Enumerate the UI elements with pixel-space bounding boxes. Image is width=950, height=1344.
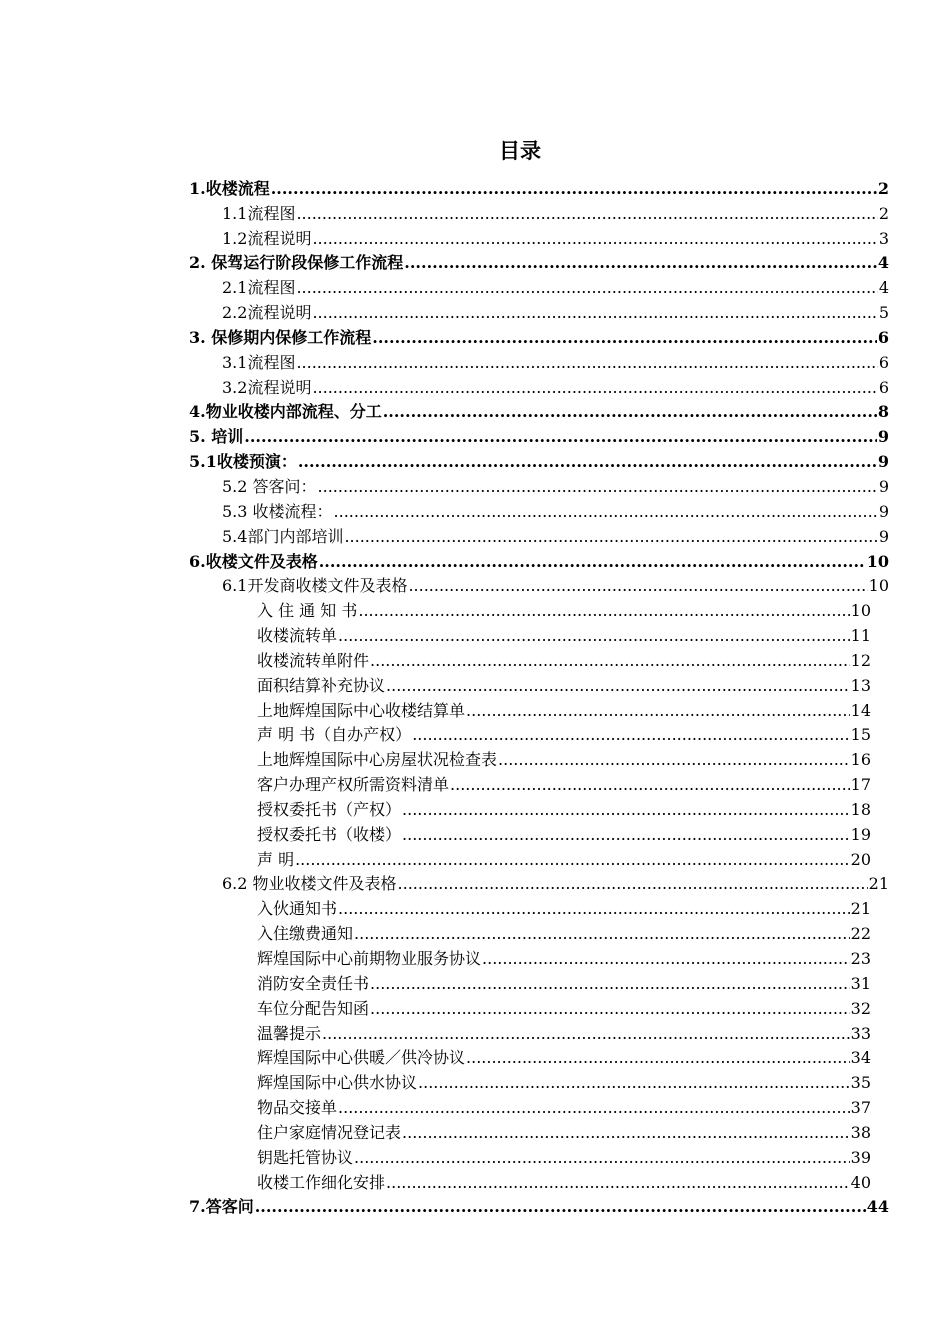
toc-entry-page-number: 16	[850, 750, 871, 770]
toc-entry-label: 上地辉煌国际中心收楼结算单	[257, 700, 466, 720]
toc-entry-label: 辉煌国际中心供暖／供冷协议	[257, 1048, 466, 1068]
toc-entry-label: 声 明	[257, 849, 295, 869]
toc-entry-page-number: 44	[866, 1197, 889, 1217]
toc-entry[interactable]	[189, 472, 889, 497]
toc-entry[interactable]	[189, 273, 889, 298]
toc-dot-leader	[244, 427, 877, 447]
toc-entry-page-number: 12	[850, 650, 871, 670]
toc-dot-leader	[398, 874, 868, 894]
toc-entry-page-number: 9	[878, 476, 889, 496]
toc-entry[interactable]	[189, 919, 889, 944]
toc-dot-leader	[498, 750, 850, 770]
toc-entry-page-number: 8	[877, 402, 889, 422]
toc-dot-leader	[404, 253, 877, 273]
toc-entry-page-number: 9	[877, 427, 889, 447]
toc-entry[interactable]	[189, 348, 889, 373]
toc-entry-page-number: 17	[850, 775, 871, 795]
toc-dot-leader	[312, 378, 877, 398]
toc-entry-label: 5.3 收楼流程：	[222, 501, 333, 521]
toc-entry[interactable]	[189, 870, 889, 895]
toc-dot-leader	[344, 527, 877, 547]
toc-dot-leader	[386, 1173, 850, 1193]
toc-entry[interactable]	[189, 298, 889, 323]
toc-entry[interactable]	[189, 1118, 889, 1143]
toc-dot-leader	[402, 825, 850, 845]
toc-dot-leader	[408, 576, 867, 596]
toc-dot-leader	[318, 477, 878, 497]
toc-dot-leader	[402, 1123, 850, 1143]
toc-entry-page-number: 38	[850, 1122, 871, 1142]
toc-dot-leader	[296, 278, 877, 298]
toc-entry[interactable]	[189, 770, 889, 795]
toc-entry-label: 2.2流程说明	[222, 303, 312, 323]
toc-dot-leader	[296, 204, 877, 224]
toc-entry[interactable]	[189, 696, 889, 721]
toc-entry-page-number: 10	[868, 576, 889, 596]
toc-entry-page-number: 20	[850, 849, 871, 869]
toc-entry-label: 2. 保驾运行阶段保修工作流程	[189, 253, 404, 273]
toc-entry-page-number: 11	[850, 626, 871, 646]
toc-entry-label: 消防安全责任书	[257, 973, 370, 993]
toc-entry-label: 收楼流转单	[257, 626, 338, 646]
toc-entry-page-number: 22	[850, 924, 871, 944]
toc-entry[interactable]	[189, 522, 889, 547]
toc-entry-page-number: 6	[878, 377, 889, 397]
toc-entry-page-number: 10	[866, 551, 889, 571]
toc-dot-leader	[255, 1197, 866, 1217]
toc-entry[interactable]	[189, 894, 889, 919]
toc-entry[interactable]	[189, 572, 889, 597]
toc-entry[interactable]	[189, 1019, 889, 1044]
toc-entry-label: 1.2流程说明	[222, 228, 312, 248]
toc-dot-leader	[370, 651, 850, 671]
toc-entry-label: 住户家庭情况登记表	[257, 1122, 402, 1142]
toc-entry-page-number: 9	[878, 526, 889, 546]
toc-dot-leader	[418, 1073, 850, 1093]
toc-dot-leader	[402, 800, 850, 820]
toc-entry[interactable]	[189, 323, 889, 348]
toc-entry[interactable]	[189, 1168, 889, 1193]
toc-entry[interactable]	[189, 646, 889, 671]
toc-entry[interactable]	[189, 174, 889, 199]
toc-entry[interactable]	[189, 547, 889, 572]
toc-entry-page-number: 40	[850, 1172, 871, 1192]
toc-entry[interactable]	[189, 671, 889, 696]
toc-entry-page-number: 15	[850, 725, 871, 745]
toc-entry-label: 收楼流转单附件	[257, 650, 370, 670]
toc-dot-leader	[271, 179, 877, 199]
toc-entry[interactable]	[189, 621, 889, 646]
toc-dot-leader	[312, 229, 877, 249]
toc-dot-leader	[319, 552, 866, 572]
toc-entry[interactable]	[189, 721, 889, 746]
toc-entry-page-number: 19	[850, 824, 871, 844]
toc-entry-label: 物品交接单	[257, 1098, 338, 1118]
toc-entry-page-number: 31	[850, 973, 871, 993]
toc-entry-label: 授权委托书（收楼）	[257, 824, 402, 844]
toc-dot-leader	[370, 999, 850, 1019]
toc-entry-label: 5. 培训	[189, 427, 244, 447]
toc-entry-label: 温馨提示	[257, 1023, 322, 1043]
toc-dot-leader	[383, 402, 877, 422]
toc-dot-leader	[312, 303, 877, 323]
toc-entry[interactable]	[189, 1044, 889, 1069]
toc-entry-label: 客户办理产权所需资料清单	[257, 775, 450, 795]
toc-entry-label: 3. 保修期内保修工作流程	[189, 327, 372, 347]
toc-entry-label: 入住缴费通知	[257, 924, 354, 944]
toc-entry[interactable]	[189, 994, 889, 1019]
toc-entry-page-number: 34	[850, 1048, 871, 1068]
toc-entry[interactable]	[189, 199, 889, 224]
toc-entry-label: 5.1收楼预演：	[189, 452, 297, 472]
toc-title: 目录	[499, 138, 541, 163]
toc-entry-page-number: 4	[878, 278, 889, 298]
toc-entry[interactable]	[189, 820, 889, 845]
toc-entry[interactable]	[189, 1068, 889, 1093]
toc-dot-leader	[412, 725, 849, 745]
toc-entry-page-number: 35	[850, 1073, 871, 1093]
table-of-contents	[189, 174, 889, 1217]
toc-entry[interactable]	[189, 1143, 889, 1168]
toc-entry-label: 6.1开发商收楼文件及表格	[222, 576, 408, 596]
toc-entry-label: 4.物业收楼内部流程、分工	[189, 402, 382, 422]
toc-entry-label: 3.1流程图	[222, 352, 296, 372]
toc-dot-leader	[334, 502, 878, 522]
toc-entry-page-number: 6	[878, 352, 889, 372]
toc-dot-leader	[372, 328, 877, 348]
toc-dot-leader	[358, 601, 849, 621]
toc-entry-page-number: 2	[878, 203, 889, 223]
toc-entry-label: 声 明 书（自办产权）	[257, 725, 412, 745]
toc-entry[interactable]	[189, 596, 889, 621]
toc-entry-label: 上地辉煌国际中心房屋状况检查表	[257, 750, 498, 770]
toc-entry-label: 5.2 答客问：	[222, 476, 317, 496]
toc-entry-page-number: 37	[850, 1098, 871, 1118]
toc-entry[interactable]	[189, 249, 889, 274]
toc-entry-label: 入伙通知书	[257, 899, 338, 919]
toc-dot-leader	[370, 974, 850, 994]
toc-entry-page-number: 3	[878, 228, 889, 248]
toc-entry-page-number: 13	[850, 675, 871, 695]
toc-entry-page-number: 14	[850, 700, 871, 720]
toc-dot-leader	[482, 949, 850, 969]
toc-entry[interactable]	[189, 845, 889, 870]
toc-entry[interactable]	[189, 795, 889, 820]
toc-entry-label: 辉煌国际中心前期物业服务协议	[257, 949, 482, 968]
toc-entry-label: 收楼工作细化安排	[257, 1172, 386, 1192]
toc-entry-label: 入 住 通 知 书	[257, 601, 358, 621]
toc-dot-leader	[386, 676, 850, 696]
toc-entry-page-number: 21	[868, 874, 889, 894]
toc-entry-page-number: 4	[877, 253, 889, 273]
toc-entry-page-number: 9	[877, 452, 889, 472]
toc-entry-page-number: 5	[878, 303, 889, 323]
toc-entry[interactable]	[189, 1193, 889, 1218]
toc-entry[interactable]	[189, 969, 889, 994]
toc-dot-leader	[296, 353, 877, 373]
toc-entry-label: 授权委托书（产权）	[257, 799, 402, 819]
toc-dot-leader	[466, 1048, 850, 1068]
toc-entry-label: 3.2流程说明	[222, 377, 312, 397]
toc-entry-page-number: 2	[877, 178, 889, 198]
toc-entry[interactable]	[189, 944, 889, 969]
toc-dot-leader	[338, 1098, 850, 1118]
toc-entry-label: 1.1流程图	[222, 203, 296, 223]
toc-entry-label: 1.收楼流程	[189, 178, 270, 198]
toc-entry-page-number: 9	[878, 501, 889, 521]
toc-entry[interactable]	[189, 447, 889, 472]
toc-entry-page-number: 21	[850, 899, 871, 919]
toc-dot-leader	[354, 1148, 850, 1168]
toc-entry-label: 钥匙托管协议	[257, 1147, 354, 1167]
toc-entry-page-number: 32	[850, 998, 871, 1018]
toc-dot-leader	[295, 850, 850, 870]
toc-entry-label: 辉煌国际中心供水协议	[257, 1073, 418, 1093]
toc-entry-label: 面积结算补充协议	[257, 675, 386, 695]
toc-entry-label: 2.1流程图	[222, 278, 296, 298]
toc-entry[interactable]	[189, 422, 889, 447]
toc-entry[interactable]	[189, 398, 889, 423]
toc-dot-leader	[354, 924, 850, 944]
toc-entry-page-number: 6	[877, 327, 889, 347]
toc-entry-page-number: 10	[850, 601, 871, 621]
toc-entry-page-number: 33	[850, 1023, 871, 1043]
toc-entry-page-number: 23	[850, 949, 871, 968]
toc-entry[interactable]	[189, 1093, 889, 1118]
toc-dot-leader	[322, 1024, 850, 1044]
toc-dot-leader	[450, 775, 850, 795]
toc-entry[interactable]	[189, 373, 889, 398]
toc-entry-label: 6.2 物业收楼文件及表格	[222, 874, 397, 894]
toc-entry[interactable]	[189, 745, 889, 770]
toc-entry-label: 车位分配告知函	[257, 998, 370, 1018]
toc-dot-leader	[466, 701, 850, 721]
toc-entry-label: 5.4部门内部培训	[222, 526, 344, 546]
toc-entry[interactable]	[189, 497, 889, 522]
toc-entry-label: 7.答客问	[189, 1197, 254, 1217]
toc-dot-leader	[338, 626, 850, 646]
toc-entry-page-number: 18	[850, 799, 871, 819]
toc-entry-page-number: 39	[850, 1147, 871, 1167]
toc-dot-leader	[338, 899, 850, 919]
toc-dot-leader	[298, 452, 877, 472]
toc-entry-label: 6.收楼文件及表格	[189, 551, 318, 571]
toc-entry[interactable]	[189, 224, 889, 249]
